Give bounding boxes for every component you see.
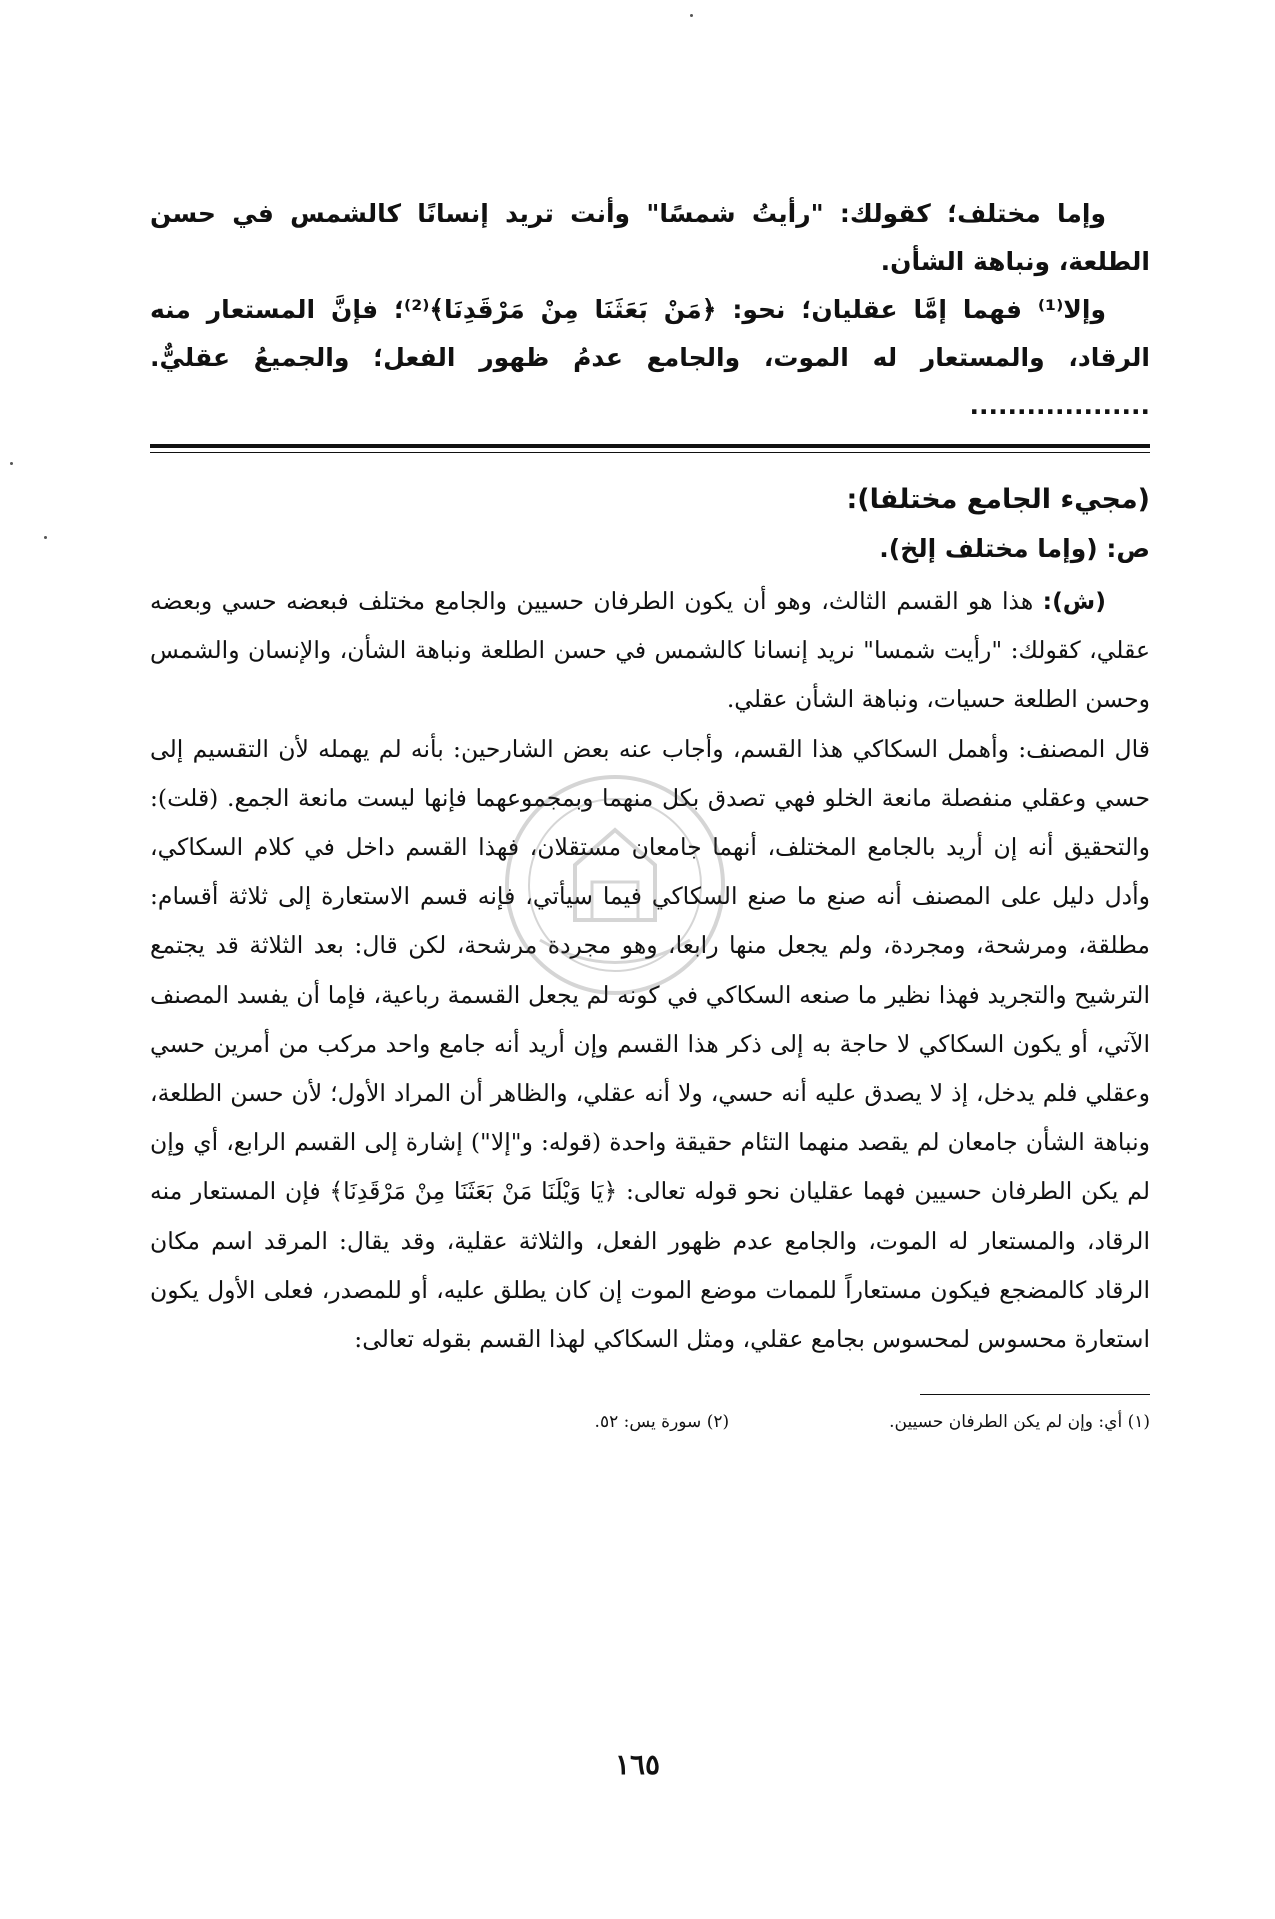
sharh-text: [150, 577, 1150, 1364]
sharh-lead: (ش):: [1042, 587, 1106, 615]
scan-speck: [10, 462, 13, 465]
separator-thick: [150, 444, 1150, 448]
scan-speck: [44, 536, 47, 539]
section-title: (مجيء الجامع مختلفا):: [846, 484, 1150, 515]
matn-paragraph: وإلا⁽¹⁾ فهما إمَّا عقليان؛ نحو: ﴿مَنْ بَعَثَنَا مِنْ مَرْقَدِنَا﴾⁽²⁾؛ فإنَّ المستعار منه الرقاد، والمستعار له الموت، والجامع عدمُ ظهور الفعل؛ والجميعُ عقليٌّ. ...................: [150, 295, 1150, 420]
footnote-1: (١) أي: وإن لم يكن الطرفان حسيين.: [889, 1412, 1150, 1433]
footnote-separator: [920, 1394, 1150, 1395]
footnote-2: (٢) سورة يس: ٥٢.: [594, 1412, 730, 1433]
scan-speck: [690, 14, 693, 17]
matn-paragraph: وإما مختلف؛ كقولك: "رأيتُ شمسًا" وأنت تريد إنسانًا كالشمس في حسن الطلعة، ونباهة الشأن.: [150, 199, 1150, 276]
page-number: ١٦٥: [614, 1748, 661, 1781]
footnotes: [150, 1407, 1150, 1437]
matn-text: [150, 190, 1150, 430]
sharh-paragraph: [150, 577, 1150, 725]
sharh-paragraph-text: هذا هو القسم الثالث، وهو أن يكون الطرفان حسيين والجامع مختلف فبعضه حسي وبعضه عقلي، كقولك: "رأيت شمسا" نريد إنسانا كالشمس في حسن الطلعة ونباهة الشأن، والإنسان والشمس وحسن الطلعة حسيات، ونباهة الشأن عقلي.: [150, 587, 1150, 714]
separator-thin: [150, 452, 1150, 453]
sad-line: ص: (وإما مختلف إلخ).: [879, 534, 1150, 563]
page-body: [150, 190, 1150, 1437]
sharh-paragraph: قال المصنف: وأهمل السكاكي هذا القسم، وأجاب عنه بعض الشارحين: بأنه لم يهمله لأن التقسيم إلى حسي وعقلي منفصلة مانعة الخلو فهي تصدق بكل منهما وبمجموعهما فإنها ليست مانعة الجمع. (قلت): والتحقيق أنه إن أريد بالجامع المختلف، أنهما جامعان مستقلان، فهذا القسم داخل في كلام السكاكي، وأدل دليل على المصنف أنه صنع ما صنع السكاكي فيما سيأتي، فإنه قسم الاستعارة إلى ثلاثة أقسام: مطلقة، ومرشحة، ومجردة، ولم يجعل منها رابعا، وهو مجردة مرشحة، لكن قال: بعد الثلاثة قد يجتمع الترشيح والتجريد فهذا نظير ما صنعه السكاكي في كونه لم يجعل القسمة رباعية، فإما أن يفسد المصنف الآتي، أو يكون السكاكي لا حاجة به إلى ذكر هذا القسم وإن أريد أنه جامع واحد مركب من أمرين حسي وعقلي فلم يدخل، إذ لا يصدق عليه أنه حسي، ولا أنه عقلي، والظاهر أن المراد الأول؛ لأن حسن الطلعة، ونباهة الشأن جامعان لم يقصد منهما التئام حقيقة واحدة (قوله: و"إلا") إشارة إلى القسم الرابع، أي وإن لم يكن الطرفان حسيين فهما عقليان نحو قوله تعالى: ﴿يَا وَيْلَنَا مَنْ بَعَثَنَا مِنْ مَرْقَدِنَا﴾ فإن المستعار منه الرقاد، والمستعار له الموت، والجامع عدم ظهور الفعل، والثلاثة عقلية، وقد يقال: المرقد اسم مكان الرقاد كالمضجع فيكون مستعاراً للممات موضع الموت إن كان يطلق عليه، أو للمصدر، فعلى الأول يكون استعارة محسوس لمحسوس بجامع عقلي، ومثل السكاكي لهذا القسم بقوله تعالى:: [150, 734, 1150, 1354]
